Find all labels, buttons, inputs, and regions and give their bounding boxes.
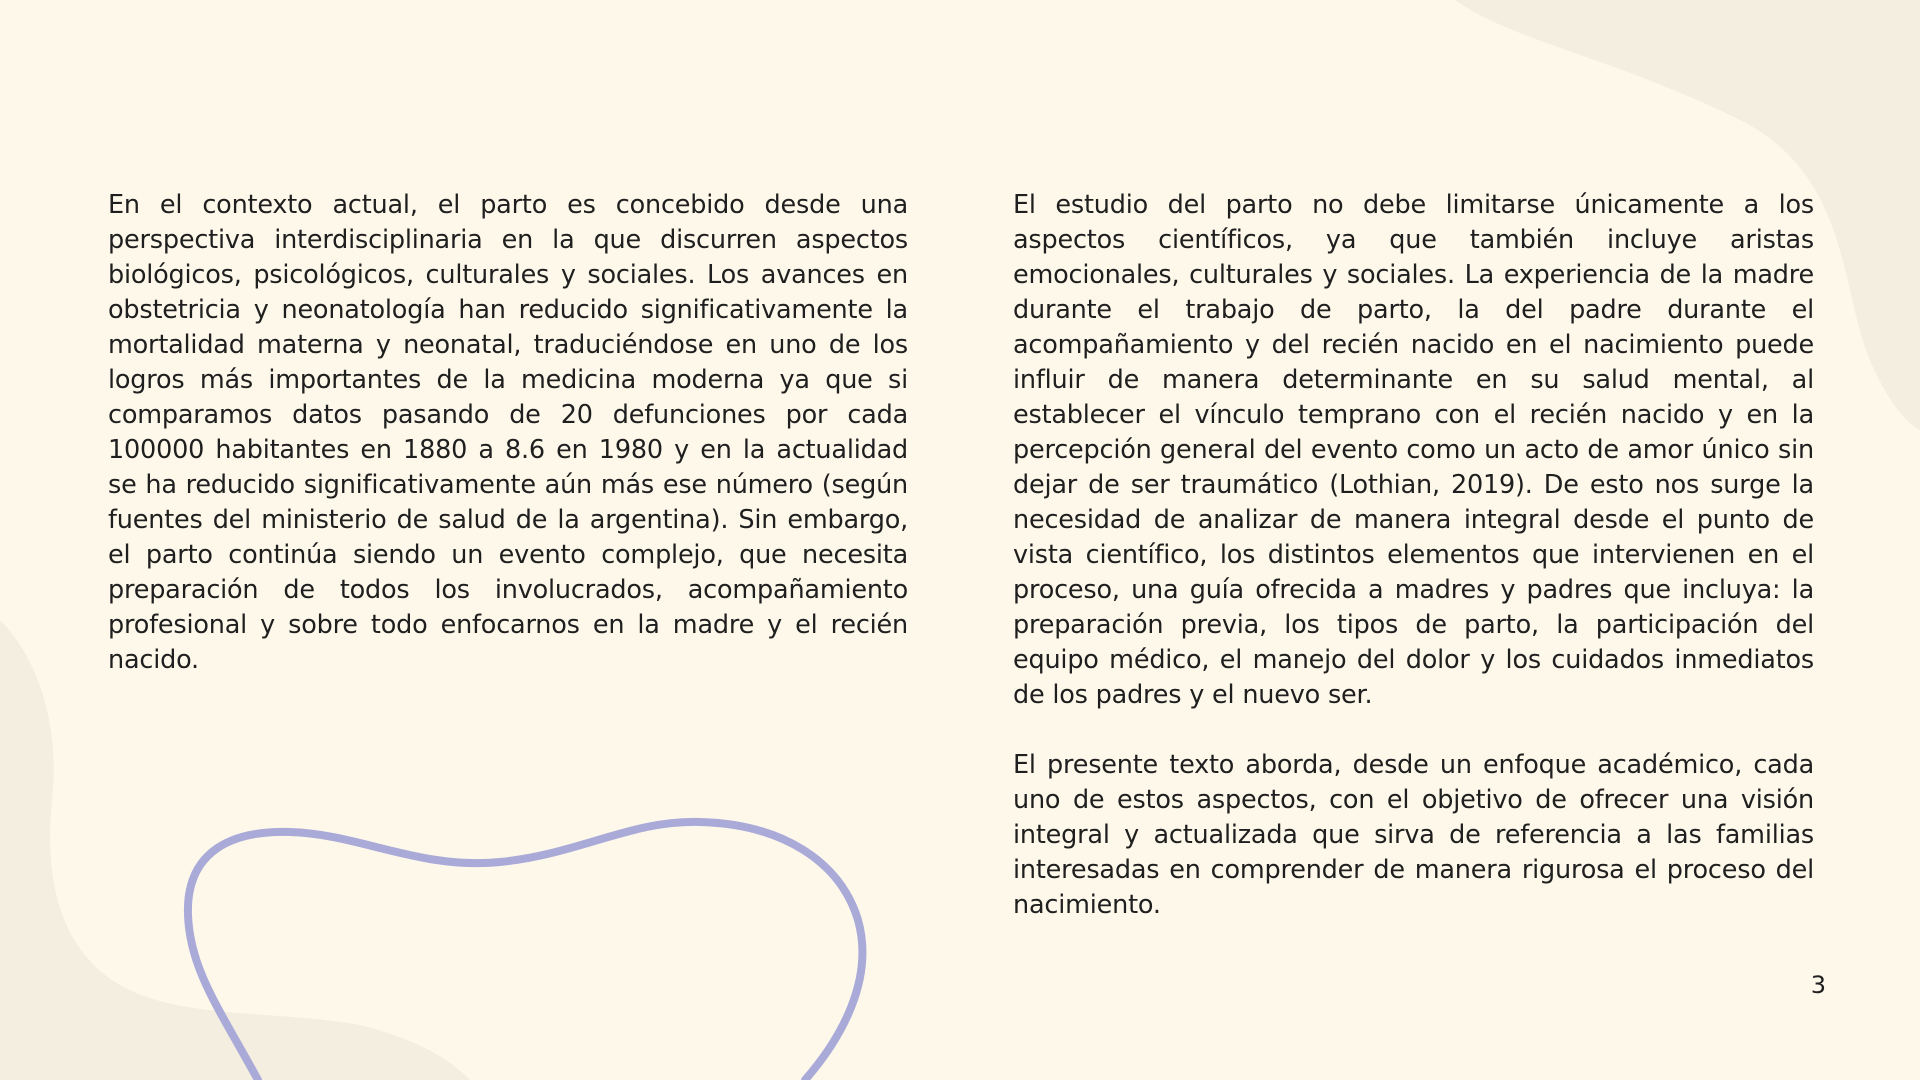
right-paragraph-2: El presente texto aborda, desde un enfoque académico, cada uno de estos aspectos, con el objetivo de ofrecer una visión integral y actualizada que sirva de referencia a las familias interesadas en comprender de manera rigurosa el proceso del nacimiento.	[1013, 750, 1814, 920]
page-number: 3	[1810, 971, 1826, 999]
right-text-column	[1013, 188, 1814, 923]
left-text-column	[108, 188, 908, 678]
left-paragraph: En el contexto actual, el parto es concebido desde una perspectiva interdisciplinaria en la que discurren aspectos biológicos, psicológicos, culturales y sociales. Los avances en obstetricia y neonatología han reducido significativamente la mortalidad materna y neonatal, traduciéndose en uno de los logros más importantes de la medicina moderna ya que si comparamos datos pasando de 20 defunciones por cada 100000 habitantes en 1880 a 8.6 en 1980 y en la actualidad se ha reducido significativamente aún más ese número (según fuentes del ministerio de salud de la argentina). Sin embargo, el parto continúa siendo un evento complejo, que necesita preparación de todos los involucrados, acompañamiento profesional y sobre todo enfocarnos en la madre y el recién nacido.	[108, 190, 908, 675]
right-paragraph-1: El estudio del parto no debe limitarse únicamente a los aspectos científicos, ya que también incluye aristas emocionales, culturales y sociales. La experiencia de la madre durante el trabajo de parto, la del padre durante el acompañamiento y del recién nacido en el nacimiento puede influir de manera determinante en su salud mental, al establecer el vínculo temprano con el recién nacido y en la percepción general del evento como un acto de amor único sin dejar de ser traumático (Lothian, 2019). De esto nos surge la necesidad de analizar de manera integral desde el punto de vista científico, los distintos elementos que intervienen en el proceso, una guía ofrecida a madres y padres que incluya: la preparación previa, los tipos de parto, la participación del equipo médico, el manejo del dolor y los cuidados inmediatos de los padres y el nuevo ser.	[1013, 190, 1814, 710]
